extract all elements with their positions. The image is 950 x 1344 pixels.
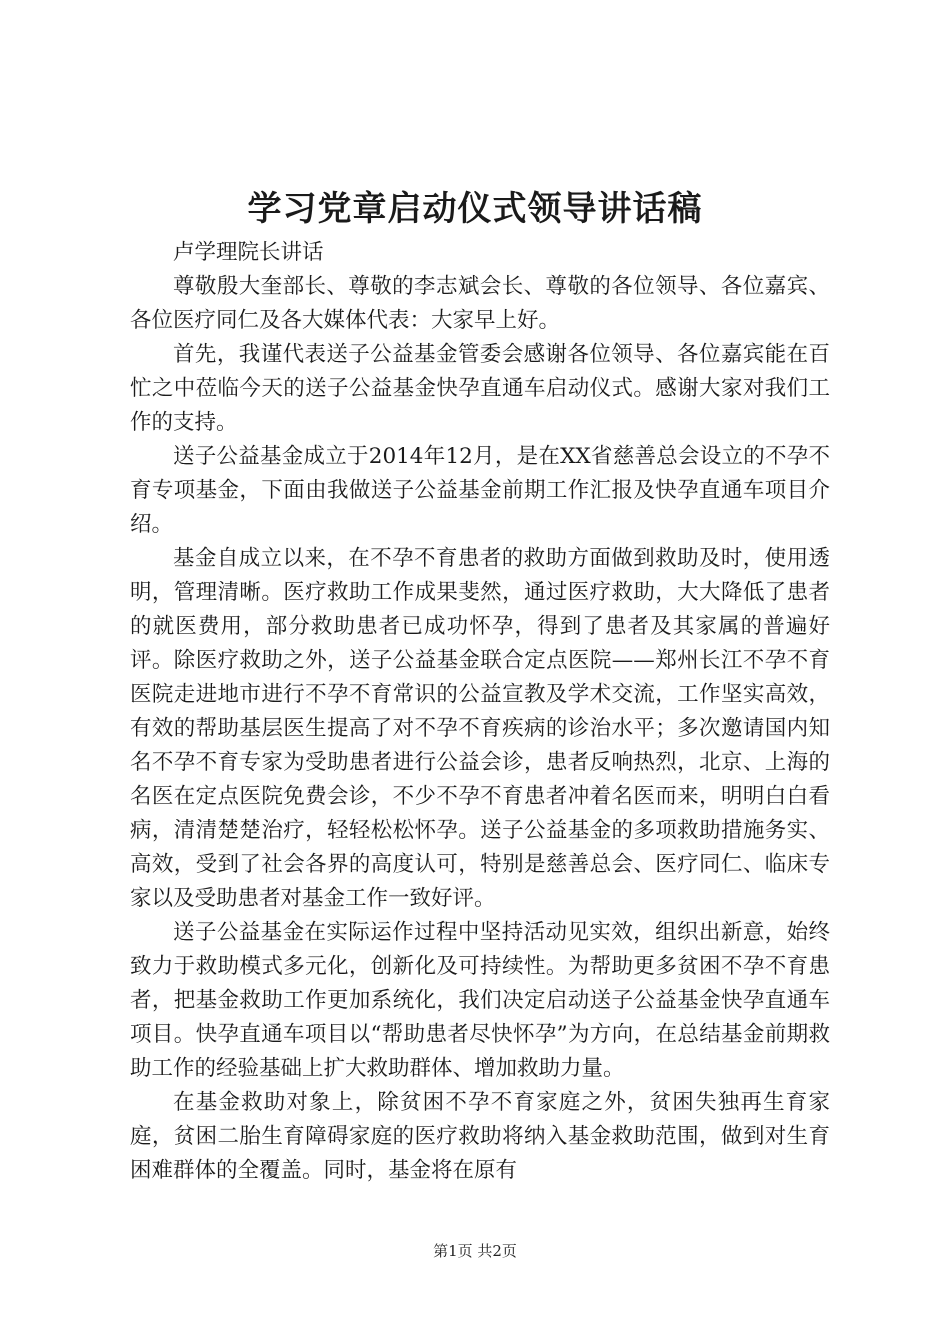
greeting-paragraph: 尊敬殷大奎部长、尊敬的李志斌会长、尊敬的各位领导、各位嘉宾、各位医疗同仁及各大媒体代表：大家早上好。 bbox=[130, 274, 830, 333]
page-number-footer: 第1页 共2页 bbox=[433, 1242, 517, 1260]
project-launch-paragraph: 送子公益基金在实际运作过程中坚持活动见实效，组织出新意，始终致力于救助模式多元化，创新化及可持续性。为帮助更多贫困不孕不育患者，把基金救助工作更加系统化，我们决定启动送子公益基金快孕直通车项目。快孕直通车项目以“帮助患者尽快怀孕”为方向，在总结基金前期救助工作的经验基础上扩大救助群体、增加救助力量。 bbox=[130, 920, 830, 1081]
document-body bbox=[130, 236, 830, 1188]
fund-achievements-paragraph: 基金自成立以来，在不孕不育患者的救助方面做到救助及时，使用透明，管理清晰。医疗救助工作成果斐然，通过医疗救助，大大降低了患者的就医费用，部分救助患者已成功怀孕，得到了患者及其家属的普遍好评。除医疗救助之外，送子公益基金联合定点医院——郑州长江不孕不育医院走进地市进行不孕不育常识的公益宣教及学术交流，工作坚实高效，有效的帮助基层医生提高了对不孕不育疾病的诊治水平；多次邀请国内知名不孕不育专家为受助患者进行公益会诊，患者反响热烈，北京、上海的名医在定点医院免费会诊，不少不孕不育患者冲着名医而来，明明白白看病，清清楚楚治疗，轻轻松松怀孕。送子公益基金的多项救助措施务实、高效，受到了社会各界的高度认可，特别是慈善总会、医疗同仁、临床专家以及受助患者对基金工作一致好评。 bbox=[130, 546, 830, 911]
document-title: 学习党章启动仪式领导讲话稿 bbox=[247, 189, 703, 229]
thanks-paragraph: 首先，我谨代表送子公益基金管委会感谢各位领导、各位嘉宾能在百忙之中莅临今天的送子公益基金快孕直通车启动仪式。感谢大家对我们工作的支持。 bbox=[130, 342, 830, 435]
aid-scope-paragraph: 在基金救助对象上，除贫困不孕不育家庭之外，贫困失独再生育家庭，贫困二胎生育障碍家庭的医疗救助将纳入基金救助范围，做到对生育困难群体的全覆盖。同时，基金将在原有 bbox=[130, 1090, 830, 1183]
fund-intro-paragraph: 送子公益基金成立于2014年12月，是在XX省慈善总会设立的不孕不育专项基金，下面由我做送子公益基金前期工作汇报及快孕直通车项目介绍。 bbox=[130, 444, 830, 537]
speaker-line: 卢学理院长讲话 bbox=[173, 240, 324, 265]
